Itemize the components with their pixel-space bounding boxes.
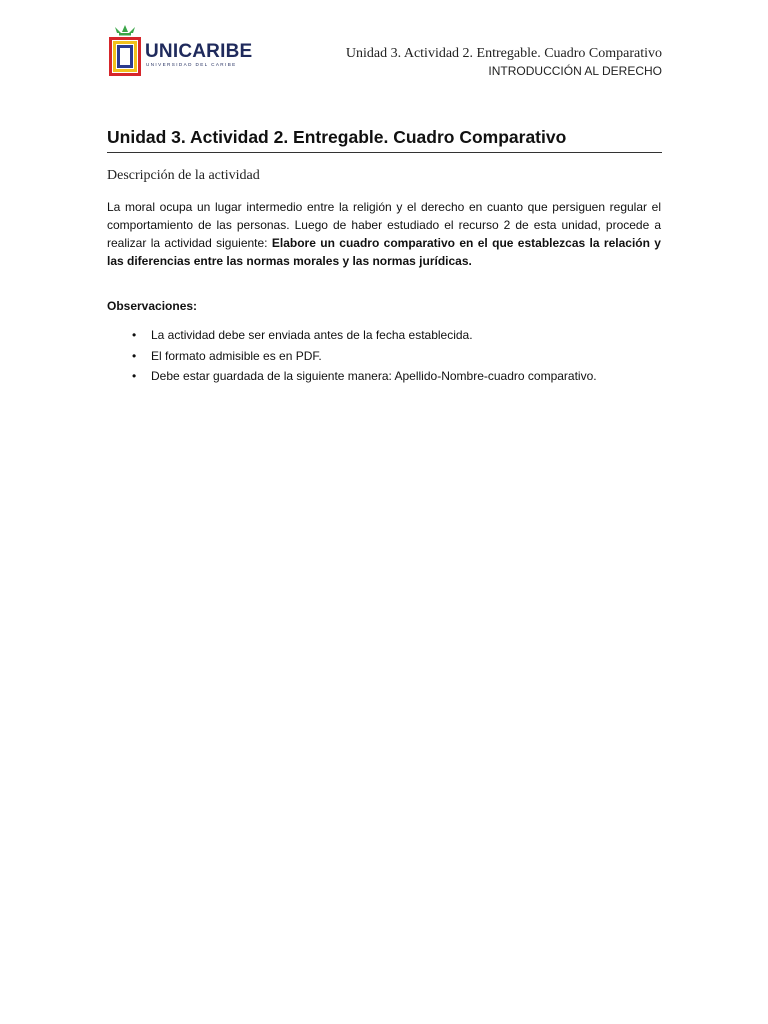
unicaribe-logo [107, 24, 253, 78]
header-document-title: Unidad 3. Actividad 2. Entregable. Cuadro Comparativo [345, 46, 662, 61]
activity-description [107, 198, 661, 270]
observation-text: La actividad debe ser enviada antes de la fecha establecida. [151, 328, 473, 342]
bullet-icon: • [132, 369, 137, 383]
header-info [346, 45, 662, 79]
list-item [107, 325, 661, 346]
description-text: La moral ocupa un lugar intermedio entre la religión y el derecho en cuanto que persiguen regular el comportamiento de las personas. Luego de haber estudiado el recurso 2 de esta unidad, procede a realizar la actividad siguiente: [107, 200, 661, 250]
list-item [107, 346, 661, 367]
logo-wordmark: UNICARIBE [145, 41, 253, 62]
bullet-icon: • [132, 328, 137, 342]
description-instruction: Elabore un cuadro comparativo en el que establezcas la relación y las diferencias entre las normas morales y las normas jurídicas. [107, 236, 661, 268]
observation-text: Debe estar guardada de la siguiente manera: Apellido-Nombre-cuadro comparativo. [151, 369, 597, 383]
page-title: Unidad 3. Actividad 2. Entregable. Cuadro Comparativo [107, 126, 662, 153]
section-heading: Descripción de la actividad [107, 168, 260, 183]
logo-emblem-icon [107, 24, 143, 78]
page-header [107, 24, 662, 82]
bullet-icon: • [132, 348, 137, 363]
header-course-name: INTRODUCCIÓN AL DERECHO [488, 64, 662, 78]
list-item [107, 366, 661, 387]
observations-list [107, 325, 661, 387]
observations-heading: Observaciones: [107, 299, 198, 313]
logo-subtitle: UNIVERSIDAD DEL CARIBE [146, 62, 237, 67]
observation-text: El formato admisible es en PDF. [151, 348, 322, 363]
